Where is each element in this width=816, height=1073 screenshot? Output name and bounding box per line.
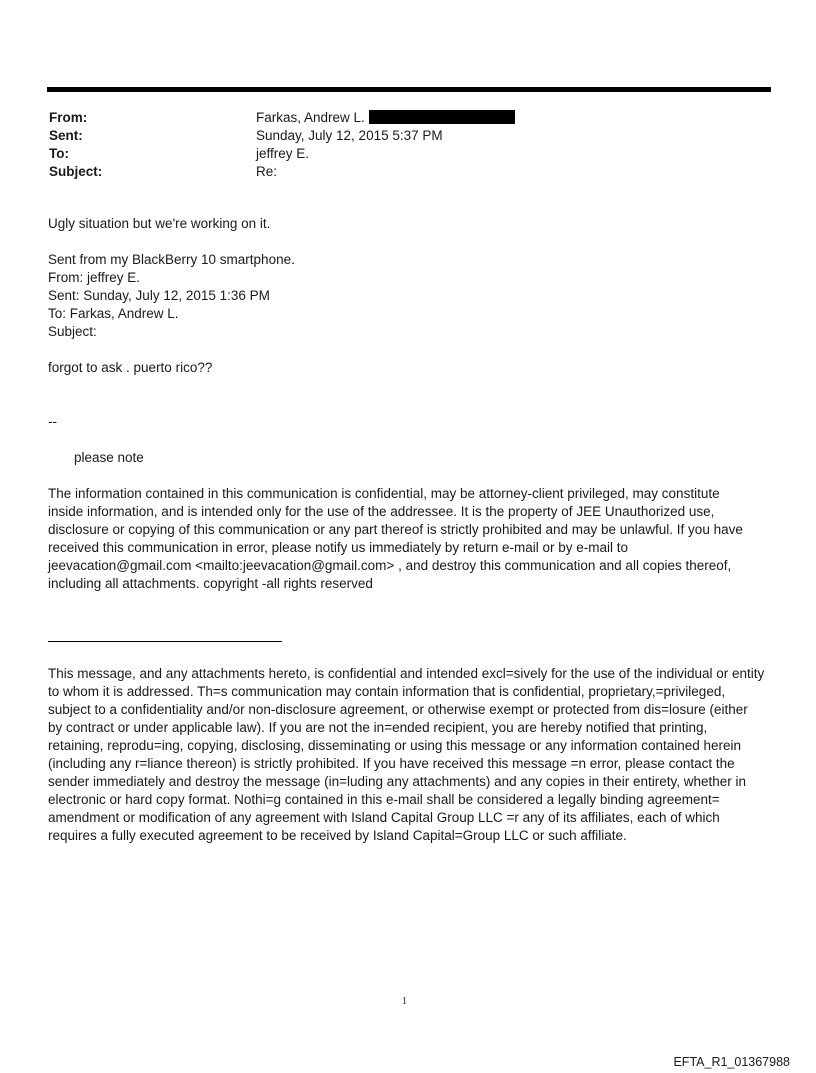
disclaimer1-line: inside information, and is intended only for the use of the addressee. It is the property of JEE Unauthorized use, <box>48 504 715 519</box>
to-label: To: <box>49 146 69 161</box>
message-line: forgot to ask . puerto rico?? <box>48 360 213 375</box>
to-row <box>49 145 749 163</box>
disclaimer2-line: amendment or modification of any agreement with Island Capital Group LLC =r any of its affiliates, each of which <box>48 810 720 825</box>
subject-value: Re: <box>256 164 278 179</box>
redaction-box <box>369 110 515 124</box>
disclaimer1-line: The information contained in this communication is confidential, may be attorney-client privileged, may constitute <box>48 486 720 501</box>
signature-dashes <box>48 413 778 431</box>
forwarded-message <box>48 359 778 377</box>
disclaimer2-line: requires a fully executed agreement to be received by Island Capital=Group LLC or such affiliate. <box>48 828 627 843</box>
disclaimer2-line: This message, and any attachments hereto, is confidential and intended excl=sively for the use of the individual or entity <box>48 666 765 681</box>
disclaimer2-line: (including any r=liance thereon) is strictly prohibited. If you have received this message =n error, please contact the <box>48 756 735 771</box>
disclaimer2-line: by contract or under applicable law). If you are not the in=ended recipient, you are hereby notified that printing, <box>48 720 708 735</box>
subject-row <box>49 163 749 181</box>
disclaimer2-line: electronic or hard copy format. Nothi=g contained in this e-mail shall be considered a legally binding agreement= <box>48 792 720 807</box>
forwarded-to: To: Farkas, Andrew L. <box>48 306 179 321</box>
from-value <box>256 109 749 127</box>
disclaimer1-line: jeevacation@gmail.com <mailto:jeevacation@gmail.com> , and destroy this communication and all copies thereof, <box>48 558 732 573</box>
disclaimer1-line: received this communication in error, please notify us immediately by return e-mail or by e-mail to <box>48 540 628 555</box>
disclaimer2-line: to whom it is addressed. Th=s communication may contain information that is confidential, proprietary,=privileged, <box>48 684 726 699</box>
forwarded-from: From: jeffrey E. <box>48 270 141 285</box>
confidentiality-notice <box>48 485 778 593</box>
subject-label: Subject: <box>49 164 103 179</box>
disclaimer1-line: disclosure or copying of this communication or any part thereof is strictly prohibited and may be unlawful. If you have <box>48 522 743 537</box>
from-row <box>49 109 749 127</box>
sent-from-device: Sent from my BlackBerry 10 smartphone. <box>48 252 295 267</box>
forwarded-subject: Subject: <box>48 324 97 339</box>
sent-label: Sent: <box>49 128 83 143</box>
sent-value: Sunday, July 12, 2015 5:37 PM <box>256 128 443 143</box>
to-value: jeffrey E. <box>256 146 310 161</box>
forwarded-header <box>48 251 778 341</box>
please-note: please note <box>74 450 144 465</box>
sent-row <box>49 127 749 145</box>
email-header <box>49 109 749 181</box>
header-divider <box>47 87 771 92</box>
dashes: -- <box>48 414 57 429</box>
from-name: Farkas, Andrew L. <box>256 110 365 125</box>
from-label: From: <box>49 110 88 125</box>
disclaimer-divider <box>48 641 282 642</box>
forwarded-sent: Sent: Sunday, July 12, 2015 1:36 PM <box>48 288 270 303</box>
disclaimer2-line: sender immediately and destroy the message (in=luding any attachments) and any copies in their entirety, whether in <box>48 774 747 789</box>
document-id: EFTA_R1_01367988 <box>673 1055 790 1069</box>
disclaimer2-line: subject to a confidentiality and/or non-disclosure agreement, or otherwise exempt or protected from dis=losure (either <box>48 702 748 717</box>
disclaimer2-line: retaining, reprodu=ing, copying, disclosing, disseminating or using this message or any information contained herein <box>48 738 742 753</box>
signature-note <box>48 449 778 467</box>
disclaimer1-line: including all attachments. copyright -all rights reserved <box>48 576 373 591</box>
page-number: 1 <box>402 996 407 1007</box>
reply-line: Ugly situation but we're working on it. <box>48 216 271 231</box>
reply-text <box>48 215 778 233</box>
legal-disclaimer <box>48 665 778 845</box>
